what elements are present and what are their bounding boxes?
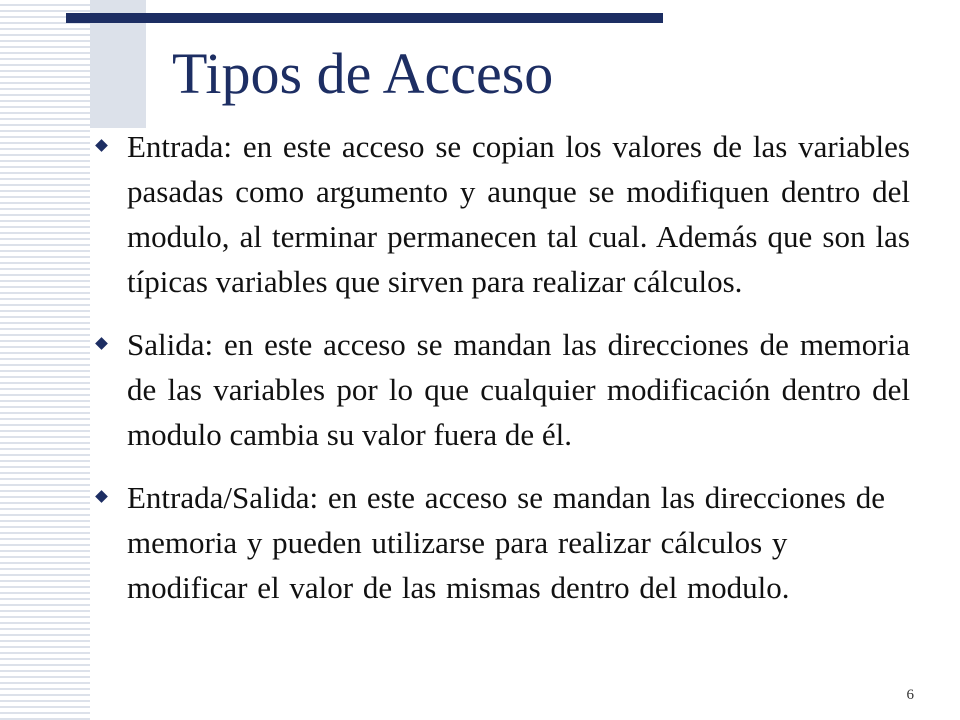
page-number: 6 — [906, 687, 914, 703]
diamond-bullet-icon — [95, 490, 108, 503]
bullet-text-entrada-salida: Entrada/Salida: en este acceso se mandan las direcciones de memoria y pueden utilizarse para realizar cálculos y modificar el valor de las mismas dentro del modulo. — [127, 480, 885, 605]
slide-title: Tipos de Acceso — [172, 41, 554, 106]
bullet-list — [90, 124, 910, 628]
bullet-item-entrada-salida — [90, 475, 910, 610]
title-top-rule — [66, 13, 663, 23]
bullet-text-entrada: Entrada: en este acceso se copian los valores de las variables pasadas como argumento y aunque se modifiquen dentro del modulo, al terminar permanecen tal cual. Además que son las típicas variables que sirven para realizar cálculos. — [127, 129, 910, 299]
left-stripe-pattern — [0, 0, 90, 720]
bullet-item-salida — [90, 322, 910, 457]
bullet-text-salida: Salida: en este acceso se mandan las direcciones de memoria de las variables por lo que cualquier modificación dentro del modulo cambia su valor fuera de él. — [127, 327, 910, 452]
diamond-bullet-icon — [95, 139, 108, 152]
diamond-bullet-icon — [95, 337, 108, 350]
bullet-item-entrada — [90, 124, 910, 304]
